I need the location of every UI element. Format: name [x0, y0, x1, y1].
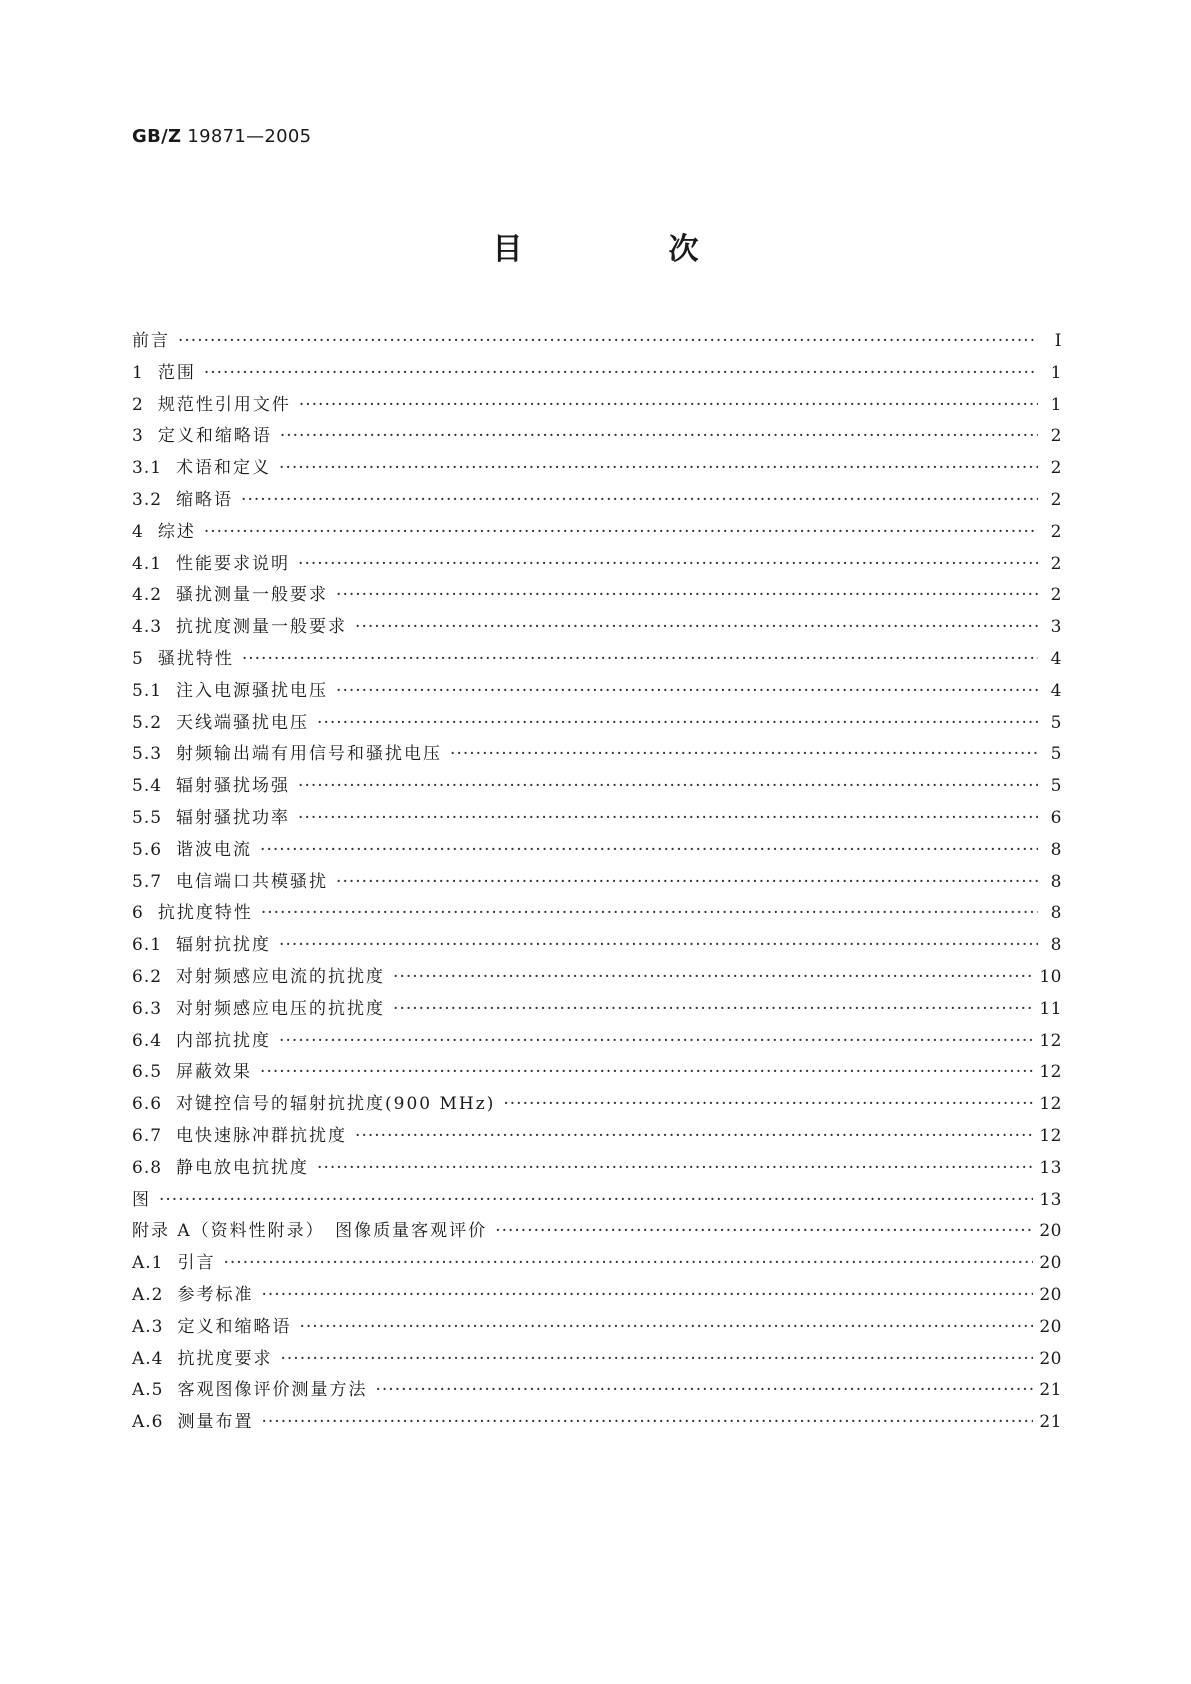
toc-entry[interactable]	[132, 803, 1062, 835]
toc-entry[interactable]	[132, 453, 1062, 485]
toc-entry-number: 6.3	[132, 998, 163, 1019]
toc-entry-page: 12	[1039, 1030, 1062, 1051]
toc-entry-number: A.2	[132, 1284, 164, 1305]
toc-entry-number: 4.3	[132, 617, 163, 638]
toc-entry-number: 6.1	[132, 935, 163, 956]
toc-dot-leader	[260, 840, 1038, 860]
toc-entry[interactable]	[132, 1057, 1062, 1089]
toc-entry-page: 20	[1039, 1348, 1062, 1369]
toc-dot-leader	[355, 617, 1038, 637]
toc-dot-leader	[260, 1062, 1033, 1082]
toc-entry[interactable]	[132, 612, 1062, 644]
toc-entry-page: Ⅰ	[1054, 331, 1062, 351]
toc-entry-page: 13	[1039, 1189, 1062, 1210]
toc-entry[interactable]	[132, 771, 1062, 803]
toc-entry-page: 1	[1050, 362, 1062, 383]
toc-entry-number: 4	[132, 521, 144, 542]
toc-entry-page: 2	[1050, 553, 1062, 574]
toc-entry[interactable]	[132, 708, 1062, 740]
toc-entry[interactable]	[132, 898, 1062, 930]
toc-entry-number: A.1	[132, 1253, 164, 1274]
toc-dot-leader	[299, 395, 1038, 415]
table-of-contents	[132, 326, 1062, 1439]
toc-dot-leader	[450, 744, 1038, 764]
toc-entry-number: 3.1	[132, 458, 163, 479]
toc-entry[interactable]	[132, 549, 1062, 581]
toc-entry[interactable]	[132, 1344, 1062, 1376]
toc-entry-label: 对射频感应电压的抗扰度	[176, 998, 386, 1019]
toc-entry-page: 20	[1039, 1284, 1062, 1305]
toc-entry-page: 4	[1050, 648, 1062, 669]
toc-entry-number: 3	[132, 426, 144, 447]
toc-entry-number: 5.3	[132, 744, 163, 765]
toc-entry-label: 辐射骚扰场强	[176, 776, 291, 797]
toc-entry-page: 2	[1050, 489, 1062, 510]
toc-entry-label: 术语和定义	[176, 458, 272, 479]
toc-entry-label: 抗扰度特性	[157, 903, 253, 924]
toc-dot-leader	[298, 776, 1038, 796]
toc-dot-leader	[355, 1126, 1033, 1146]
toc-entry-number: 6.7	[132, 1125, 163, 1146]
toc-entry-label: 范围	[157, 362, 196, 383]
toc-entry-number: 6.4	[132, 1030, 163, 1051]
toc-entry-label: 综述	[157, 521, 196, 542]
toc-entry[interactable]	[132, 962, 1062, 994]
toc-entry-number: 4.2	[132, 585, 163, 606]
toc-entry[interactable]	[132, 517, 1062, 549]
toc-entry[interactable]	[132, 358, 1062, 390]
toc-entry-page: 8	[1050, 839, 1062, 860]
toc-entry-page: 8	[1050, 935, 1062, 956]
toc-entry-number: 5.7	[132, 871, 163, 892]
toc-entry-page: 12	[1039, 1125, 1062, 1146]
standard-code-prefix: GB/Z	[132, 126, 182, 147]
toc-dot-leader	[336, 872, 1038, 892]
toc-entry-label: 电信端口共模骚扰	[176, 871, 329, 892]
toc-entry-number: 6.5	[132, 1062, 163, 1083]
toc-entry-page: 10	[1039, 966, 1062, 987]
toc-entry[interactable]	[132, 1026, 1062, 1058]
toc-dot-leader	[281, 1349, 1034, 1369]
toc-entry-page: 5	[1050, 744, 1062, 765]
toc-entry-page: 12	[1039, 1094, 1062, 1115]
toc-entry-number: 6.8	[132, 1157, 163, 1178]
toc-entry[interactable]	[132, 835, 1062, 867]
toc-entry-number: 1	[132, 362, 144, 383]
toc-entry-number: 2	[132, 394, 144, 415]
toc-entry-number: 4.1	[132, 553, 163, 574]
toc-entry[interactable]	[132, 485, 1062, 517]
toc-entry-number: 5	[132, 648, 144, 669]
toc-entry-label: 定义和缩略语	[157, 426, 272, 447]
toc-entry[interactable]	[132, 1121, 1062, 1153]
toc-entry-label: 定义和缩略语	[177, 1316, 292, 1337]
toc-entry-label: 抗扰度测量一般要求	[176, 617, 348, 638]
toc-entry[interactable]	[132, 1185, 1062, 1217]
toc-dot-leader	[262, 1285, 1034, 1305]
toc-dot-leader	[241, 490, 1038, 510]
toc-entry-page: 5	[1050, 712, 1062, 733]
toc-entry[interactable]	[132, 1153, 1062, 1185]
toc-entry-number: A.6	[132, 1412, 164, 1433]
toc-entry-label: 谐波电流	[176, 839, 253, 860]
toc-entry-label: 抗扰度要求	[177, 1348, 273, 1369]
toc-dot-leader	[317, 713, 1038, 733]
toc-dot-leader	[242, 649, 1038, 669]
toc-dot-leader	[393, 967, 1033, 987]
toc-entry-number: 5.5	[132, 807, 163, 828]
toc-entry[interactable]	[132, 739, 1062, 771]
toc-entry-page: 21	[1039, 1412, 1062, 1433]
toc-entry-page: 2	[1050, 585, 1062, 606]
toc-entry[interactable]	[132, 1248, 1062, 1280]
toc-entry-label: 静电放电抗扰度	[176, 1157, 310, 1178]
toc-entry-label: 注入电源骚扰电压	[176, 680, 329, 701]
toc-entry-page: 8	[1050, 903, 1062, 924]
toc-entry-label: 测量布置	[177, 1412, 254, 1433]
toc-entry[interactable]	[132, 1280, 1062, 1312]
toc-entry-label: 参考标准	[177, 1284, 254, 1305]
toc-entry-label: 射频输出端有用信号和骚扰电压	[176, 744, 443, 765]
toc-dot-leader	[503, 1094, 1033, 1114]
toc-entry-label: 内部抗扰度	[176, 1030, 272, 1051]
toc-entry-label: 性能要求说明	[176, 553, 291, 574]
toc-entry-number: 6.6	[132, 1094, 163, 1115]
toc-entry-label: 缩略语	[176, 489, 234, 510]
toc-dot-leader	[159, 1190, 1033, 1210]
toc-dot-leader	[300, 1317, 1034, 1337]
toc-entry[interactable]	[132, 1312, 1062, 1344]
toc-dot-leader	[279, 1031, 1033, 1051]
toc-entry-label: 骚扰测量一般要求	[176, 585, 329, 606]
toc-dot-leader	[279, 935, 1038, 955]
toc-entry-label: 天线端骚扰电压	[176, 712, 310, 733]
toc-entry-page: 12	[1039, 1062, 1062, 1083]
toc-entry[interactable]	[132, 676, 1062, 708]
toc-entry-number: A.5	[132, 1380, 164, 1401]
toc-entry-page: 21	[1039, 1380, 1062, 1401]
toc-dot-leader	[376, 1380, 1034, 1400]
toc-entry-number: 5.4	[132, 776, 163, 797]
toc-entry-label: 对键控信号的辐射抗扰度(900 MHz)	[176, 1094, 496, 1115]
toc-entry-number: 5.1	[132, 680, 163, 701]
toc-entry-page: 20	[1039, 1253, 1062, 1274]
toc-entry-page: 3	[1050, 617, 1062, 638]
toc-dot-leader	[298, 808, 1038, 828]
standard-code	[132, 126, 311, 147]
toc-entry-label: 屏蔽效果	[176, 1062, 253, 1083]
toc-entry-label: 客观图像评价测量方法	[177, 1380, 368, 1401]
toc-dot-leader	[261, 903, 1038, 923]
toc-entry-page: 6	[1050, 807, 1062, 828]
toc-entry-label: 辐射抗扰度	[176, 935, 272, 956]
toc-entry-number: A.4	[132, 1348, 164, 1369]
toc-entry[interactable]	[132, 644, 1062, 676]
toc-entry[interactable]	[132, 580, 1062, 612]
toc-entry-number: 3.2	[132, 489, 163, 510]
toc-entry-number: 5.6	[132, 839, 163, 860]
toc-entry-page: 11	[1039, 998, 1062, 1019]
toc-entry[interactable]	[132, 1216, 1062, 1248]
toc-entry-label: 骚扰特性	[157, 648, 234, 669]
toc-entry-page: 20	[1039, 1221, 1062, 1242]
toc-entry-number: 6.2	[132, 966, 163, 987]
toc-entry-label: 附录 A（资料性附录） 图像质量客观评价	[132, 1221, 488, 1242]
toc-entry-page: 2	[1050, 521, 1062, 542]
toc-entry-label: 电快速脉冲群抗扰度	[176, 1125, 348, 1146]
toc-dot-leader	[317, 1158, 1033, 1178]
toc-entry-page: 1	[1050, 394, 1062, 415]
toc-entry[interactable]	[132, 1375, 1062, 1407]
toc-entry-label: 前言	[132, 331, 170, 351]
toc-entry[interactable]	[132, 1089, 1062, 1121]
toc-entry[interactable]	[132, 867, 1062, 899]
toc-dot-leader	[393, 999, 1033, 1019]
toc-dot-leader	[204, 363, 1038, 383]
toc-entry[interactable]	[132, 1407, 1062, 1439]
toc-entry-number: 5.2	[132, 712, 163, 733]
toc-entry-page: 2	[1050, 458, 1062, 479]
toc-entry[interactable]	[132, 421, 1062, 453]
toc-dot-leader	[336, 681, 1038, 701]
toc-dot-leader	[204, 522, 1038, 542]
toc-entry-page: 13	[1039, 1157, 1062, 1178]
toc-entry-label: 辐射骚扰功率	[176, 807, 291, 828]
toc-entry[interactable]	[132, 994, 1062, 1026]
toc-entry-label: 规范性引用文件	[157, 394, 291, 415]
toc-dot-leader	[224, 1253, 1034, 1273]
page-title: 目 次	[492, 232, 757, 267]
toc-entry-label: 图	[132, 1189, 151, 1210]
toc-entry-page: 20	[1039, 1316, 1062, 1337]
toc-entry[interactable]	[132, 326, 1062, 358]
toc-dot-leader	[279, 458, 1038, 478]
toc-entry-page: 8	[1050, 871, 1062, 892]
toc-dot-leader	[336, 585, 1038, 605]
toc-entry-page: 2	[1050, 426, 1062, 447]
toc-entry-page: 4	[1050, 680, 1062, 701]
toc-entry-page: 5	[1050, 776, 1062, 797]
toc-dot-leader	[178, 331, 1038, 351]
toc-entry[interactable]	[132, 390, 1062, 422]
toc-entry-label: 对射频感应电流的抗扰度	[176, 966, 386, 987]
toc-entry-number: A.3	[132, 1316, 164, 1337]
toc-dot-leader	[495, 1221, 1033, 1241]
toc-entry[interactable]	[132, 930, 1062, 962]
toc-entry-number: 6	[132, 903, 144, 924]
toc-dot-leader	[298, 554, 1038, 574]
toc-dot-leader	[280, 426, 1038, 446]
toc-entry-label: 引言	[177, 1253, 216, 1274]
standard-code-number: 19871—2005	[187, 126, 312, 147]
toc-dot-leader	[262, 1412, 1034, 1432]
